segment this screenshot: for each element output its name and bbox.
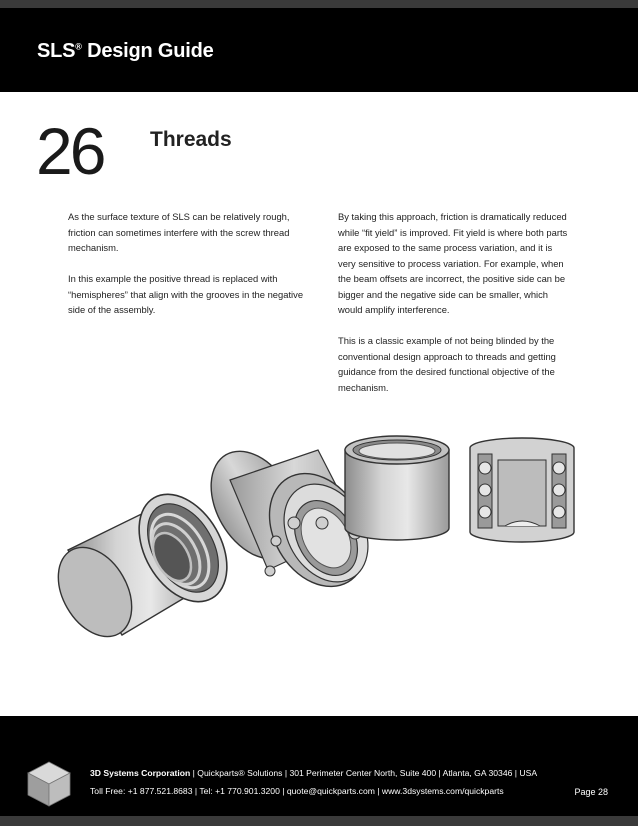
- left-paragraph-1: As the surface texture of SLS can be relatively rough, friction can sometimes interfere with the screw thread mechanism.: [68, 211, 290, 253]
- page-number: Page 28: [574, 787, 608, 797]
- left-column: [68, 209, 308, 333]
- footer-contact-line[interactable]: Toll Free: +1 877.521.8683 | Tel: +1 770.901.3200 | quote@quickparts.com | www.3dsystems.com/quickparts: [90, 786, 504, 796]
- cutaway-section: [470, 438, 574, 542]
- thread-parts-illustration: [0, 420, 638, 720]
- right-column: [338, 209, 570, 411]
- registered-mark: ®: [75, 41, 82, 52]
- right-paragraph-1: By taking this approach, friction is dramatically reduced while “fit yield” is improved. Fit yield is where both parts are exposed to the same process variation, and it is very sensitive to process variation. For example, when the beam offsets are incorrect, the positive side can be bigger and the negative side can be smaller, which would amplify interference.: [338, 211, 568, 315]
- footer-address: | Quickparts® Solutions | 301 Perimeter Center North, Suite 400 | Atlanta, GA 30346 | USA: [190, 768, 538, 778]
- header-title: [37, 40, 214, 63]
- header-title-text: SLS: [37, 40, 76, 62]
- right-paragraph-2: This is a classic example of not being blinded by the conventional design approach to threads and getting guidance from the desired functional objective of the mechanism.: [338, 335, 556, 393]
- page-header: [0, 0, 638, 92]
- footer-address-line: [90, 768, 537, 778]
- chapter-title: Threads: [150, 128, 232, 151]
- 3d-cube-logo-icon: [24, 760, 74, 808]
- header-title-rest: Design Guide: [81, 40, 214, 62]
- chapter-number: 26: [36, 114, 104, 188]
- header-top-bar: [0, 0, 638, 8]
- left-paragraph-2: In this example the positive thread is replaced with “hemispheres” that align with the grooves in the negative side of the assembly.: [68, 273, 304, 315]
- footer-bottom-bar: [0, 816, 638, 826]
- page-footer: [0, 716, 638, 826]
- assembled-part: [345, 436, 449, 540]
- footer-company: 3D Systems Corporation: [90, 768, 191, 778]
